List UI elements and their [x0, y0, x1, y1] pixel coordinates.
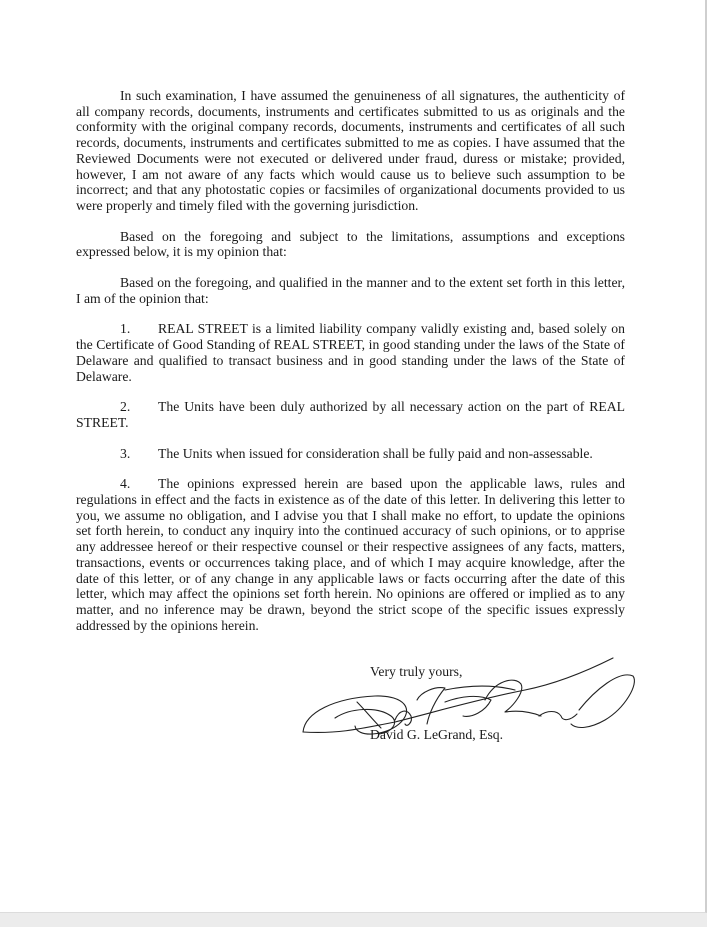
opinion-item-3: [76, 446, 625, 462]
opinion-item-2: [76, 399, 625, 430]
examination-paragraph: In such examination, I have assumed the genuineness of all signatures, the authenticity of all company records, documents, instruments and certificates submitted to us as originals and the conformity with the original company records, documents, instruments and certificates of all such records, documents, instruments and certificates submitted to me as copies. I have assumed that the Reviewed Documents were not executed or delivered under fraud, duress or mistake; provided, however, I am not aware of any facts which would cause us to believe such assumption to be incorrect; and that any photostatic copies or facsimiles of organizational documents provided to us were properly and timely filed with the governing jurisdiction.: [76, 88, 625, 213]
foregoing-paragraph: Based on the foregoing and subject to the limitations, assumptions and exceptions expressed below, it is my opinion that:: [76, 228, 625, 260]
opinion-number: 3.: [120, 445, 131, 461]
opinion-number: 2.: [120, 399, 131, 415]
letter-body: [76, 88, 625, 648]
opinion-intro-paragraph: Based on the foregoing, and qualified in the manner and to the extent set forth in this letter, I am of the opinion that:: [76, 275, 625, 306]
opinion-text: The opinions expressed herein are based upon the applicable laws, rules and regulations in effect and the facts in existence as of the date of this letter. In delivering this letter to you, we assume no obligation, and I advise you that I shall make no effort, to update the opinions set forth herein, to conduct any inquiry into the continued accuracy of such opinions, or to apprise any addressee hereof or their respective counsel or their respective assignees of any facts, matters, transactions, events or occurrences taking place, and of which I may acquire knowledge, after the date of this letter, or of any change in any applicable laws or facts occurring after the date of this letter, which may affect the opinions set forth herein. No opinions are offered or implied as to any matter, and no inference may be drawn, beyond the strict scope of the specific issues expressly addressed by the opinions herein.: [76, 476, 625, 633]
page-bottom-margin: [0, 913, 707, 927]
opinion-number: 1.: [120, 321, 131, 337]
opinion-number: 4.: [120, 476, 131, 492]
opinion-text: The Units when issued for consideration shall be fully paid and non-assessable.: [158, 445, 593, 461]
opinion-text: The Units have been duly authorized by all necessary action on the part of REAL STREET.: [76, 399, 625, 430]
signer-name: David G. LeGrand, Esq.: [370, 727, 504, 742]
opinion-item-4: [76, 476, 625, 633]
closing-line: Very truly yours,: [370, 664, 463, 679]
opinion-item-1: [76, 321, 625, 384]
opinion-text: REAL STREET is a limited liability company validly existing and, based solely on the Certificate of Good Standing of REAL STREET, in good standing under the laws of the State of Delaware and qualified to transact business and in good standing under the laws of the State of Delaware.: [76, 321, 625, 384]
